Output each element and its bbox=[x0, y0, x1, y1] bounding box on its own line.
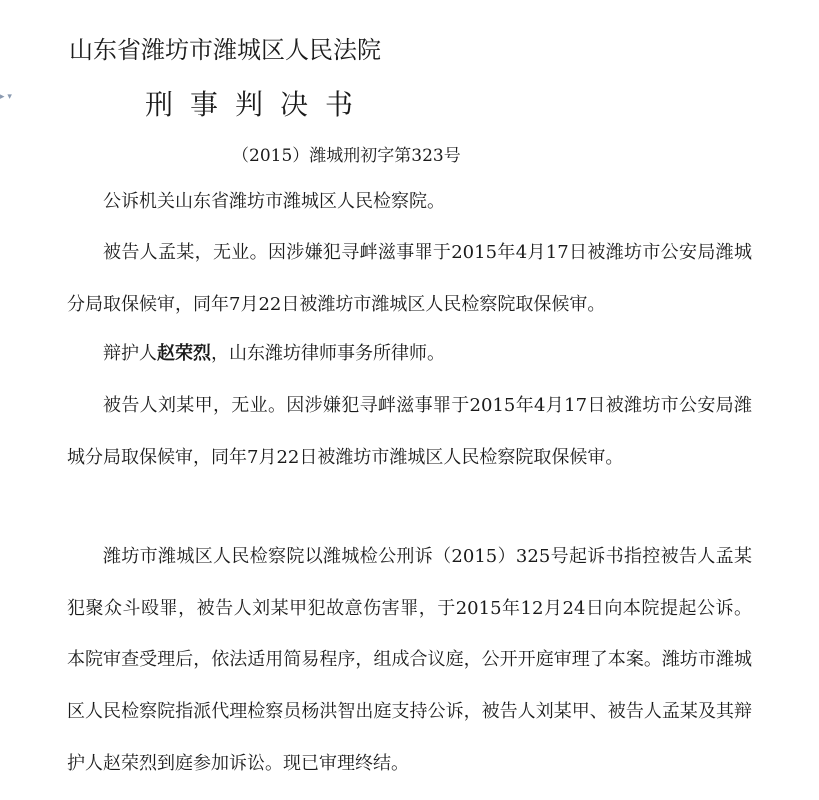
document-title: 刑事判决书 bbox=[145, 88, 371, 121]
margin-marker: ▸ ▾ bbox=[0, 92, 12, 102]
proceedings-paragraph: 潍坊市潍城区人民检察院以潍城检公刑诉（2015）325号起诉书指控被告人孟某犯聚众斗殴罪，被告人刘某甲犯故意伤害罪，于2015年12月24日向本院提起公诉。本院审查受理后，依法适用简易程序，组成合议庭，公开开庭审理了本案。潍坊市潍城区人民检察院指派代理检察员杨洪智出庭支持公诉，被告人刘某甲、被告人孟某及其辩护人赵荣烈到庭参加诉讼。现已审理终结。 bbox=[67, 546, 752, 774]
defender-prefix: 辩护人 bbox=[103, 343, 157, 364]
prosecutor-paragraph: 公诉机关山东省潍坊市潍城区人民检察院。 bbox=[103, 191, 445, 212]
case-number: （2015）潍城刑初字第323号 bbox=[232, 146, 461, 166]
defendant1-paragraph: 被告人孟某，无业。因涉嫌犯寻衅滋事罪于2015年4月17日被潍坊市公安局潍城分局取保候审，同年7月22日被潍坊市潍城区人民检察院取保候审。 bbox=[67, 242, 752, 315]
defender-paragraph bbox=[67, 328, 752, 380]
defendant2-paragraph: 被告人刘某甲，无业。因涉嫌犯寻衅滋事罪于2015年4月17日被潍坊市公安局潍城分局取保候审，同年7月22日被潍坊市潍城区人民检察院取保候审。 bbox=[67, 395, 752, 468]
defender-name: 赵荣烈 bbox=[157, 343, 211, 364]
court-name: 山东省潍坊市潍城区人民法院 bbox=[69, 36, 381, 64]
defender-suffix: ，山东潍坊律师事务所律师。 bbox=[211, 343, 445, 364]
